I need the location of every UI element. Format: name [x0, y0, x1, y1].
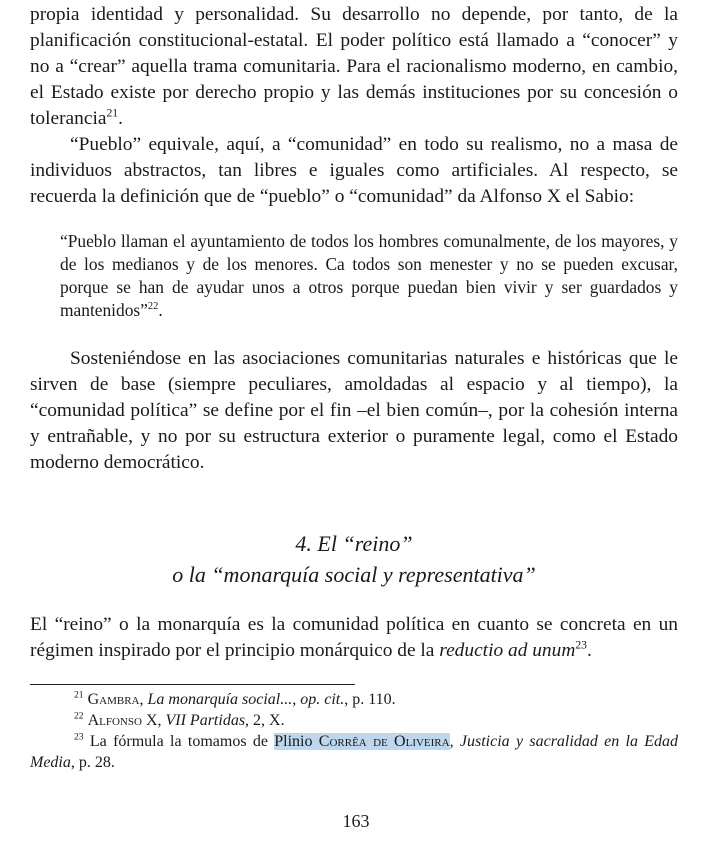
- section-heading-line-2: o la “monarquía social y representativa”: [172, 562, 536, 587]
- paragraph-2-text: “Pueblo” equivale, aquí, a “comunidad” en todo su realismo, no a masa de individuos abstractos, tan libres e iguales como artificiales. Al respecto, se recuerda la definición que de “pueblo” o “comunidad” da Alfonso X el Sabio:: [30, 134, 678, 207]
- paragraph-4-italic: reductio ad unum: [439, 640, 576, 661]
- section-heading: [30, 528, 678, 590]
- footnote-22-title: VII Partidas: [165, 712, 246, 729]
- footnote-ref-21[interactable]: 21: [106, 106, 119, 120]
- footnote-divider: [30, 684, 355, 685]
- highlighted-author-name[interactable]: Plinio Corrêa de Oliveira: [274, 733, 450, 750]
- footnote-22-author: Alfonso: [87, 712, 142, 729]
- paragraph-1: propia identidad y personalidad. Su desarrollo no depende, por tanto, de la planificación constitucional-estatal. El poder político está llamado a “conocer” y no a “crear” aquella trama comunitaria. Para el racionalismo moderno, en cambio, el Estado existe por derecho propio y las demás instituciones por su concesión o tolerancia$^{21}$.: [30, 4, 678, 129]
- footnote-21: $^{21}$ Gambra, La monarquía social..., op. cit., p. 110.: [74, 689, 396, 708]
- footnote-21-number: 21: [74, 689, 84, 701]
- footnote-ref-23[interactable]: 23: [575, 638, 587, 652]
- block-quote: “Pueblo llaman el ayuntamiento de todos los hombres comunalmente, de los mayores, y de los medianos y de los menores. Ca todos son menester y no se pueden excusar, porque se han de ayudar unos a otros porque puedan bien vivir y ser guardados y mantenidos”$^{22}$.: [60, 231, 678, 320]
- paragraph-3: [30, 346, 678, 476]
- paragraph-2: [30, 132, 678, 210]
- footnote-22: $^{22}$ Alfonso X, VII Partidas, 2, X.: [74, 710, 285, 729]
- footnote-22-number: 22: [74, 710, 84, 722]
- footnote-23-number: 23: [74, 731, 84, 743]
- footnote-ref-22[interactable]: 22: [147, 301, 159, 313]
- quote-text: “Pueblo llaman el ayuntamiento de todos los hombres comunalmente, de los mayores, y de los medianos y de los menores. Ca todos son menester y no se pueden excusar, porque se han de ayudar unos a otros porque puedan bien vivir y ser guardados y mantenidos”: [60, 231, 678, 320]
- footnote-21-author: Gambra: [87, 691, 140, 708]
- footnote-21-title: La monarquía social...: [147, 691, 293, 708]
- paragraph-4: El “reino” o la monarquía es la comunidad política en cuanto se concreta en un régimen inspirado por el principio monárquico de la reductio ad unum$^{23}$.: [30, 614, 678, 661]
- paragraph-3-text: Sosteniéndose en las asociaciones comunitarias naturales e históricas que le sirven de base (siempre peculiares, amoldadas al espacio y al tiempo), la “comunidad política” se define por el fin –el bien común–, por la cohesión interna y entrañable, y no por su estructura exterior o puramente legal, como el Estado moderno democrático.: [30, 348, 678, 473]
- page-number: 163: [342, 811, 370, 831]
- footnote-23: $^{23}$ La fórmula la tomamos de Plinio Corrêa de Oliveira, Justicia y sacralidad en la Edad Media, p. 28.: [30, 731, 679, 771]
- paragraph-1-text: propia identidad y personalidad. Su desarrollo no depende, por tanto, de la planificación constitucional-estatal. El poder político está llamado a “conocer” y no a “crear” aquella trama comunitaria. Para el racionalismo moderno, en cambio, el Estado existe por derecho propio y las demás instituciones por su concesión o tolerancia: [30, 4, 678, 129]
- section-heading-line-1: 4. El “reino”: [295, 531, 413, 556]
- footnote-23-title: Justicia y sacralidad en la Edad Media: [30, 733, 679, 771]
- paragraph-4-text: El “reino” o la monarquía es la comunidad política en cuanto se concreta en un régimen inspirado por el principio monárquico de la: [30, 614, 678, 661]
- page-content: [30, 0, 678, 773]
